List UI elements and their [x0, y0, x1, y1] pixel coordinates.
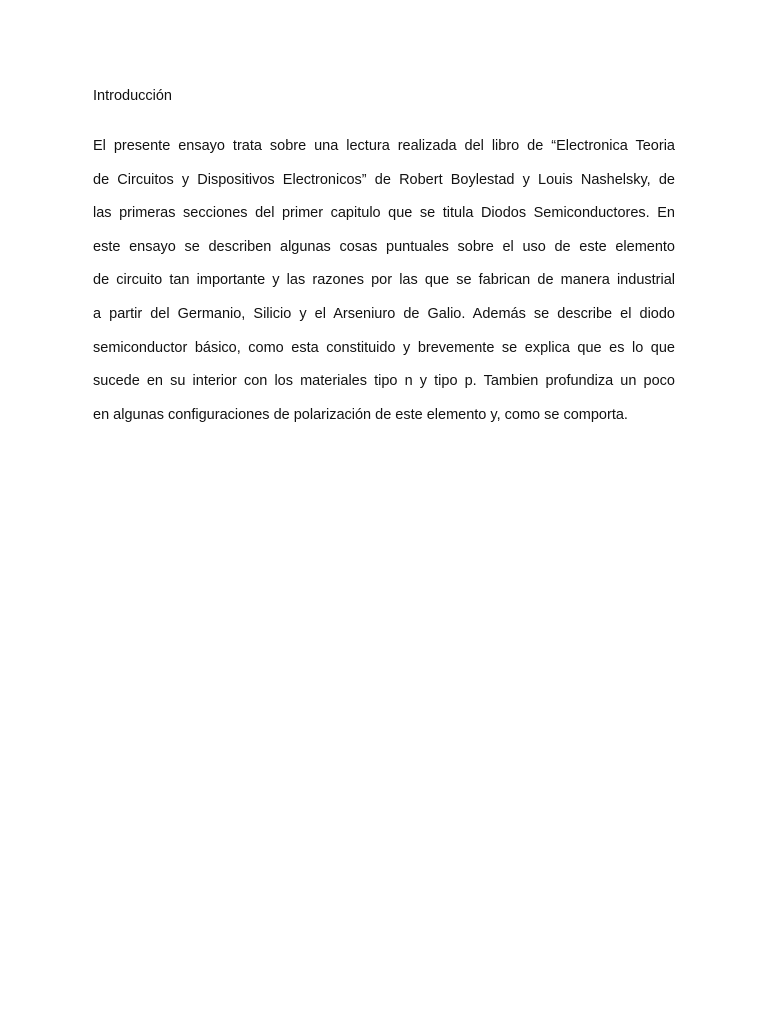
paragraph-line: a partir del Germanio, Silicio y el Arseniuro de Galio. Además se describe el diodo [93, 305, 675, 322]
paragraph-line: en algunas configuraciones de polarización de este elemento y, como se comporta. [93, 406, 628, 423]
paragraph-line: de circuito tan importante y las razones por las que se fabrican de manera industrial [93, 272, 675, 289]
paragraph-line: sucede en su interior con los materiales tipo n y tipo p. Tambien profundiza un poco [93, 373, 675, 390]
paragraph-line: este ensayo se describen algunas cosas puntuales sobre el uso de este elemento [93, 238, 675, 255]
paragraph-line: El presente ensayo trata sobre una lectura realizada del libro de “Electronica Teoria [93, 138, 675, 154]
section-heading: Introducción [93, 88, 172, 104]
paragraph-line: las primeras secciones del primer capitulo que se titula Diodos Semiconductores. En [93, 205, 675, 222]
paragraph-line: de Circuitos y Dispositivos Electronicos” de Robert Boylestad y Louis Nashelsky, de [93, 171, 675, 188]
introduction-paragraph [93, 130, 675, 432]
paragraph-line: semiconductor básico, como esta constituido y brevemente se explica que es lo que [93, 339, 675, 356]
